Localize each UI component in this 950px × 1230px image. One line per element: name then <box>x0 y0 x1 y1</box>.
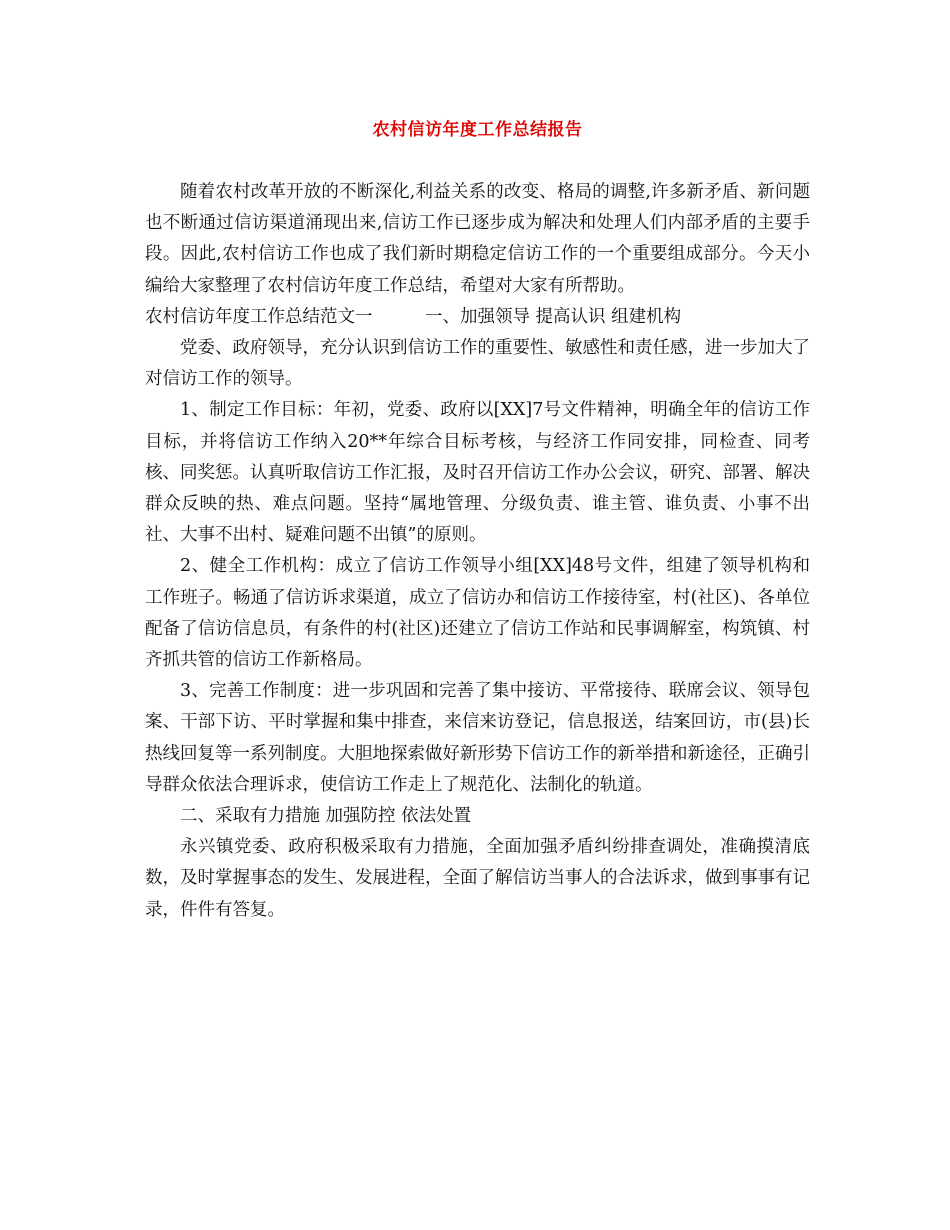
section-heading-1: 农村信访年度工作总结范文一 一、加强领导 提高认识 组建机构 <box>145 306 682 327</box>
document-body <box>145 177 810 926</box>
paragraph-measures: 永兴镇党委、政府积极采取有力措施，全面加强矛盾纠纷排查调处，准确摸清底数，及时掌握事态的发生、发展进程，全面了解信访当事人的合法诉求，做到事事有记录，件件有答复。 <box>145 837 810 920</box>
document-page <box>145 118 810 926</box>
document-title: 农村信访年度工作总结报告 <box>372 120 583 140</box>
intro-paragraph: 随着农村改革开放的不断深化,利益关系的改变、格局的调整,许多新矛盾、新问题也不断通过信访渠道涌现出来,信访工作已逐步成为解决和处理人们内部矛盾的主要手段。因此,农村信访工作也成了我们新时期稳定信访工作的一个重要组成部分。今天小编给大家整理了农村信访年度工作总结，希望对大家有所帮助。 <box>145 182 810 296</box>
paragraph-leadership: 党委、政府领导，充分认识到信访工作的重要性、敏感性和责任感，进一步加大了对信访工作的领导。 <box>145 338 810 390</box>
paragraph-organization: 2、健全工作机构：成立了信访工作领导小组[XX]48号文件，组建了领导机构和工作班子。畅通了信访诉求渠道，成立了信访办和信访工作接待室，村(社区)、各单位配备了信访信息员，有条件的村(社区)还建立了信访工作站和民事调解室，构筑镇、村齐抓共管的信访工作新格局。 <box>145 556 810 671</box>
section-heading-2: 二、采取有力措施 加强防控 依法处置 <box>180 806 472 827</box>
paragraph-goals: 1、制定工作目标：年初，党委、政府以[XX]7号文件精神，明确全年的信访工作目标，并将信访工作纳入20**年综合目标考核，与经济工作同安排，同检查、同考核、同奖惩。认真听取信访工作汇报，及时召开信访工作办公会议，研究、部署、解决群众反映的热、难点问题。坚持“属地管理、分级负责、谁主管、谁负责、小事不出社、大事不出村、疑难问题不出镇”的原则。 <box>145 400 810 546</box>
paragraph-system: 3、完善工作制度：进一步巩固和完善了集中接访、平常接待、联席会议、领导包案、干部下访、平时掌握和集中排查，来信来访登记，信息报送，结案回访，市(县)长热线回复等一系列制度。大胆地探索做好新形势下信访工作的新举措和新途径，正确引导群众依法合理诉求，使信访工作走上了规范化、法制化的轨道。 <box>145 681 810 795</box>
